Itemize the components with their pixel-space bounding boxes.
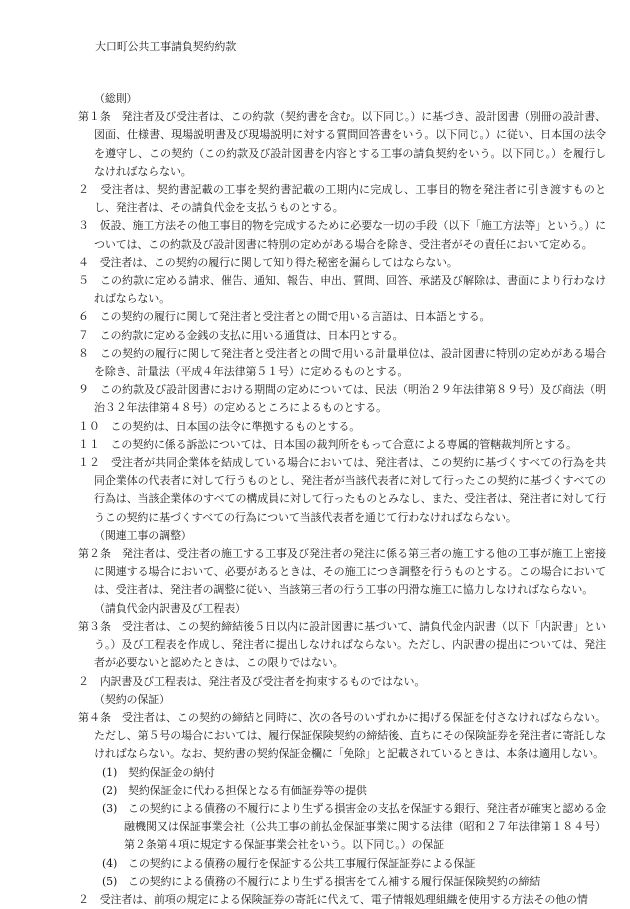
article-4-para-1: 第４条 受注者は、この契約の締結と同時に、次の各号のいずれかに掲げる保証を付さなければならない。ただし、第５号の場合においては、履行保証保険契約の締結後、直ちにその保険証券を発注者に寄託しなければならない。なお、契約書の契約保証金欄に「免除」と記載されているときは、本条は適用しない。	[78, 710, 606, 761]
article-1-para-1: 第１条 発注者及び受注者は、この約款（契約書を含む。以下同じ。）に基づき、設計図書（別冊の設計書、図面、仕様書、現場説明書及び現場説明に対する質問回答書をいう。以下同じ。）に従い、日本国の法令を遵守し、この契約（この約款及び設計図書を内容とする工事の請負契約をいう。以下同じ。）を履行しなければならない。	[78, 110, 606, 178]
article-1-para-8: ８ この契約の履行に関して発注者と受注者との間で用いる計量単位は、設計図書に特別の定めがある場合を除き、計量法（平成４年法律第５１号）に定めるものとする。	[78, 346, 606, 379]
article-2-heading: （関連工事の調整）	[94, 528, 192, 542]
article-4-heading: （契約の保証）	[94, 692, 170, 706]
document-body	[78, 90, 606, 909]
article-1-para-11: １１ この契約に係る訴訟については、日本国の裁判所をもって合意による専属的管轄裁判所とする。	[78, 437, 577, 451]
article-1-para-12: １２ 受注者が共同企業体を結成している場合においては、発注者は、この契約に基づくすべての行為を共同企業体の代表者に対して行うものとし、発注者が当該代表者に対して行ったこの契約に基づくすべての行為は、当該企業体のすべての構成員に対して行ったものとみなし、また、受注者は、発注者に対して行うこの契約に基づくすべての行為について当該代表者を通じて行わなければならない。	[78, 456, 606, 524]
article-2-para-1: 第２条 発注者は、受注者の施工する工事及び発注者の発注に係る第三者の施工する他の工事が施工上密接に関連する場合において、必要があるときは、その施工につき調整を行うものとする。この場合においては、受注者は、発注者の調整に従い、当該第三者の行う工事の円滑な施工に協力しなければならない。	[78, 547, 606, 597]
article-1-para-10: １０ この契約は、日本国の法令に準拠するものとする。	[78, 419, 361, 433]
article-1-para-4: ４ 受注者は、この契約の履行に関して知り得た秘密を漏らしてはならない。	[78, 255, 458, 269]
article-1-heading: （総則）	[94, 92, 138, 105]
document-title: 大口町公共工事請負契約約款	[95, 40, 237, 53]
article-3-para-1: 第３条 受注者は、この契約締結後５日以内に設計図書に基づいて、請負代金内訳書（以下「内訳書」という。）及び工程表を作成し、発注者に提出しなければならない。ただし、内訳書の提出については、発注者が必要ないと認めたときは、この限りではない。	[78, 619, 606, 670]
article-1-para-3: ３ 仮設、施工方法その他工事目的物を完成するために必要な一切の手段（以下「施工方法等」という。）については、この約款及び設計図書に特別の定めがある場合を除き、受注者がその責任において定める。	[78, 219, 606, 251]
article-3-para-2: ２ 内訳書及び工程表は、発注者及び受注者を拘束するものではない。	[78, 674, 426, 688]
article-1-para-2: ２ 受注者は、契約書記載の工事を契約書記載の工期内に完成し、工事目的物を発注者に引き渡すものとし、発注者は、その請負代金を支払うものとする。	[78, 183, 606, 215]
article-1-para-9: ９ この約款及び設計図書における期間の定めについては、民法（明治２９年法律第８９号）及び商法（明治３２年法律第４８号）の定めるところによるものとする。	[78, 383, 606, 415]
list-item: (5) この契約による債務の不履行により生ずる損害をてん補する履行保証保険契約の締結	[102, 874, 541, 888]
article-1-para-5: ５ この約款に定める請求、催告、通知、報告、申出、質問、回答、承諾及び解除は、書面により行わなければならない。	[78, 274, 606, 306]
list-item: (3) この契約による債務の不履行により生ずる損害金の支払を保証する銀行、発注者が確実と認める金融機関又は保証事業会社（公共工事の前払金保証事業に関する法律（昭和２７年法律第１８４号）第２条第４項に規定する保証事業会社をいう。以下同じ。）の保証	[102, 801, 606, 852]
article-1-para-7: ７ この約款に定める金銭の支払に用いる通貨は、日本円とする。	[78, 328, 404, 342]
list-item: (2) 契約保証金に代わる担保となる有価証券等の提供	[102, 783, 367, 797]
list-item: (4) この契約による債務の履行を保証する公共工事履行保証証券による保証	[102, 856, 476, 870]
list-item: (1) 契約保証金の納付	[102, 765, 215, 779]
article-1-para-6: ６ この契約の履行に関して発注者と受注者との間で用いる言語は、日本語とする。	[78, 310, 491, 324]
article-4-para-2: ２ 受注者は、前項の規定による保険証券の寄託に代えて、電子情報処理組織を使用する方法その他の情	[78, 892, 588, 906]
article-3-heading: （請負代金内訳書及び工程表）	[94, 601, 246, 615]
